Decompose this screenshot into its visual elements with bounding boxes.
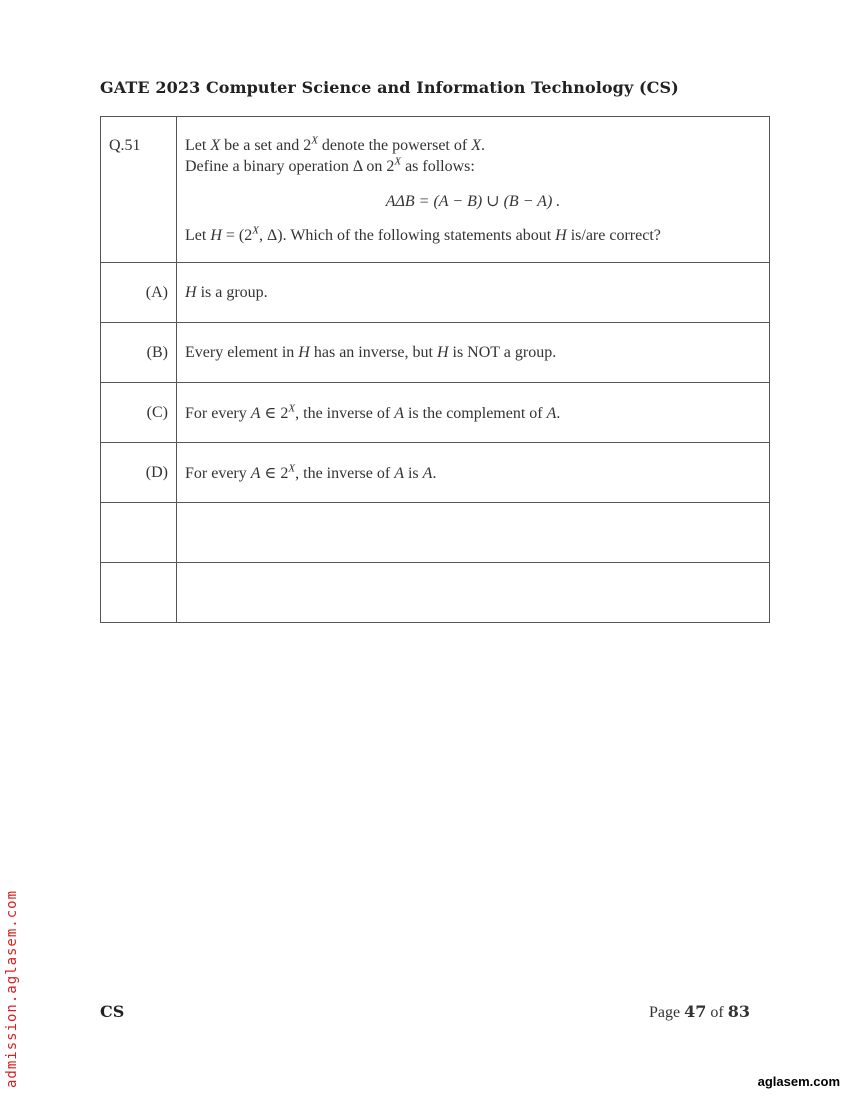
- option-label: (C): [101, 383, 177, 443]
- footer-page-number: Page 47 of 83: [649, 1002, 750, 1021]
- question-table: [100, 116, 770, 623]
- option-label: (B): [101, 323, 177, 383]
- empty-row: [101, 563, 770, 623]
- stem-line-3: Let $H = (2^X$, Δ). Which of the following statements about H is/are correct?: [185, 224, 661, 244]
- display-equation: AΔB = (A − B) ∪ (B − A) .: [385, 193, 561, 210]
- footer-subject-code: CS: [100, 1002, 125, 1021]
- option-row-a: [101, 263, 770, 323]
- empty-cell: [101, 563, 177, 623]
- stem-line-1: Let X be a set and $2^X$ denote the powerset of X.: [185, 134, 485, 154]
- question-number: Q.51: [101, 117, 177, 263]
- corner-brand-watermark: aglasem.com: [757, 1074, 840, 1089]
- empty-cell: [177, 503, 770, 563]
- option-text: Every element in H has an inverse, but H is NOT a group.: [177, 323, 770, 383]
- option-row-b: [101, 323, 770, 383]
- option-label: (A): [101, 263, 177, 323]
- option-text: H is a group.: [177, 263, 770, 323]
- option-row-d: [101, 443, 770, 503]
- stem-line-2: Define a binary operation Δ on $2^X$ as follows:: [185, 155, 475, 175]
- question-stem: [177, 117, 770, 263]
- option-row-c: [101, 383, 770, 443]
- empty-row: [101, 503, 770, 563]
- document-title: GATE 2023 Computer Science and Information Technology (CS): [100, 78, 679, 97]
- option-text: For every A ∈ $2^X$, the inverse of A is A.: [177, 443, 770, 503]
- empty-cell: [101, 503, 177, 563]
- option-label: (D): [101, 443, 177, 503]
- side-watermark: admission.aglasem.com: [4, 889, 20, 1088]
- option-text: For every A ∈ $2^X$, the inverse of A is the complement of A.: [177, 383, 770, 443]
- question-row: [101, 117, 770, 263]
- empty-cell: [177, 563, 770, 623]
